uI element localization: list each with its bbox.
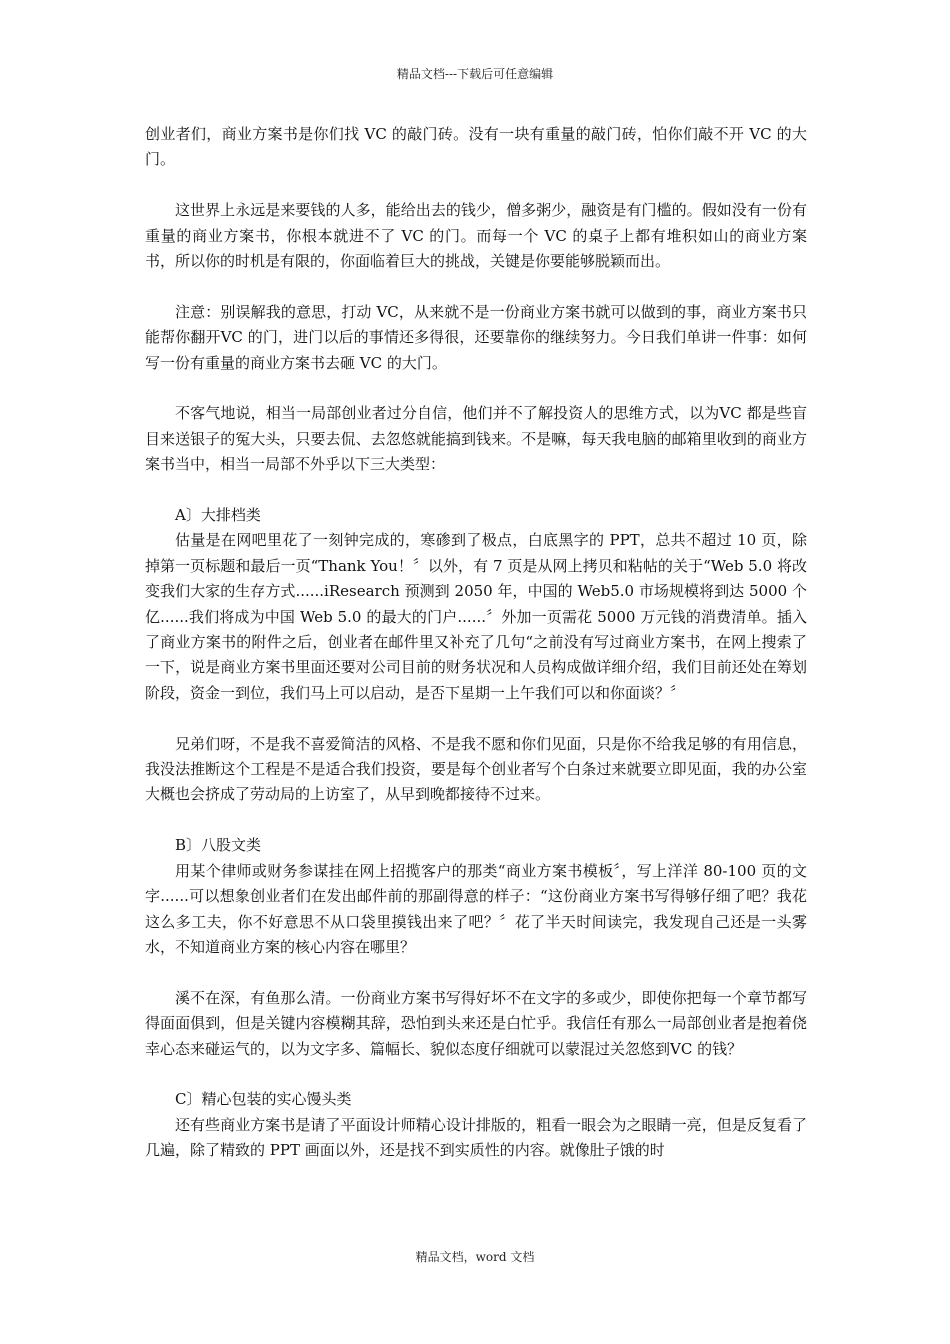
document-body xyxy=(145,122,807,1164)
paragraph-brothers: 兄弟们呀，不是我不喜爱简洁的风格、不是我不愿和你们见面，只是你不给我足够的有用信息，我没法推断这个工程是不是适合我们投资，要是每个创业者写个白条过来就要立即见面，我的办公室大概也会挤成了劳动局的上访室了，从早到晚都接待不过来。 xyxy=(145,734,807,804)
paragraph-type-a: 估量是在网吧里花了一刻钟完成的，寒碜到了极点，白底黑字的 PPT，总共不超过 10 页，除掉第一页标题和最后一页“Thank You！〞以外，有 7 页是从网上拷贝和粘帖的关于“Web 5.0 将改变我们大家的生存方式......iResearch 预测到 2050 年，中国的 Web5.0 市场规模将到达 5000 个亿......我们将成为中国 Web 5.0 的最大的门户......〞外加一页需花 5000 万元钱的消费清单。插入了商业方案书的附件之后，创业者在邮件里又补充了几句“之前没有写过商业方案书，在网上搜索了一下，说是商业方案书里面还要对公司目前的财务状况和人员构成做详细介绍，我们目前还处在筹划阶段，资金一到位，我们马上可以启动，是否下星期一上午我们可以和你面谈？〞 xyxy=(145,531,807,702)
section-heading-a: A〕大排档类 xyxy=(175,506,261,525)
paragraph-type-b: 用某个律师或财务参谋挂在网上招揽客户的那类“商业方案书模板〞，写上洋洋 80-100 页的文字......可以想象创业者们在发出邮件前的那副得意的样子：“这份商业方案书写得够仔细了吧？我花这么多工夫，你不好意思不从口袋里摸钱出来了吧？〞花了半天时间读完，我发现自己还是一头雾水，不知道商业方案的核心内容在哪里？ xyxy=(145,861,807,956)
paragraph-intro: 创业者们，商业方案书是你们找 VC 的敲门砖。没有一块有重量的敲门砖，怕你们敲不开 VC 的大门。 xyxy=(145,125,807,169)
section-heading-b: B〕八股文类 xyxy=(175,836,262,855)
paragraph-overconfidence: 不客气地说，相当一局部创业者过分自信，他们并不了解投资人的思维方式，以为VC 都是些盲目来送银子的冤大头，只要去侃、去忽悠就能搞到钱来。不是嘛，每天我电脑的邮箱里收到的商业方案书当中，相当一局部不外乎以下三大类型： xyxy=(145,404,807,474)
page-footer: 精品文档，word 文档 xyxy=(415,1250,535,1264)
section-heading-c: C〕精心包装的实心馒头类 xyxy=(175,1090,352,1109)
paragraph-market: 这世界上永远是来要钱的人多，能给出去的钱少，僧多粥少，融资是有门槛的。假如没有一份有重量的商业方案书，你根本就进不了 VC 的门。而每一个 VC 的桌子上都有堆积如山的商业方案书，所以你的时机是有限的，你面临着巨大的挑战，关键是你要能够脱颖而出。 xyxy=(145,201,807,271)
paragraph-quality: 溪不在深，有鱼那么清。一份商业方案书写得好坏不在文字的多或少，即使你把每一个章节都写得面面俱到，但是关键内容模糊其辞，恐怕到头来还是白忙乎。我信任有那么一局部创业者是抱着侥幸心态来碰运气的，以为文字多、篇幅长、貌似态度仔细就可以蒙混过关忽悠到VC 的钱？ xyxy=(145,988,807,1058)
page-header: 精品文档---下载后可任意编辑 xyxy=(396,67,554,81)
paragraph-note: 注意：别误解我的意思，打动 VC，从来就不是一份商业方案书就可以做到的事，商业方案书只能帮你翻开VC 的门，进门以后的事情还多得很，还要靠你的继续努力。今日我们单讲一件事：如何写一份有重量的商业方案书去砸 VC 的大门。 xyxy=(145,302,807,372)
paragraph-type-c: 还有些商业方案书是请了平面设计师精心设计排版的，粗看一眼会为之眼睛一亮，但是反复看了几遍，除了精致的 PPT 画面以外，还是找不到实质性的内容。就像肚子饿的时 xyxy=(145,1115,807,1160)
